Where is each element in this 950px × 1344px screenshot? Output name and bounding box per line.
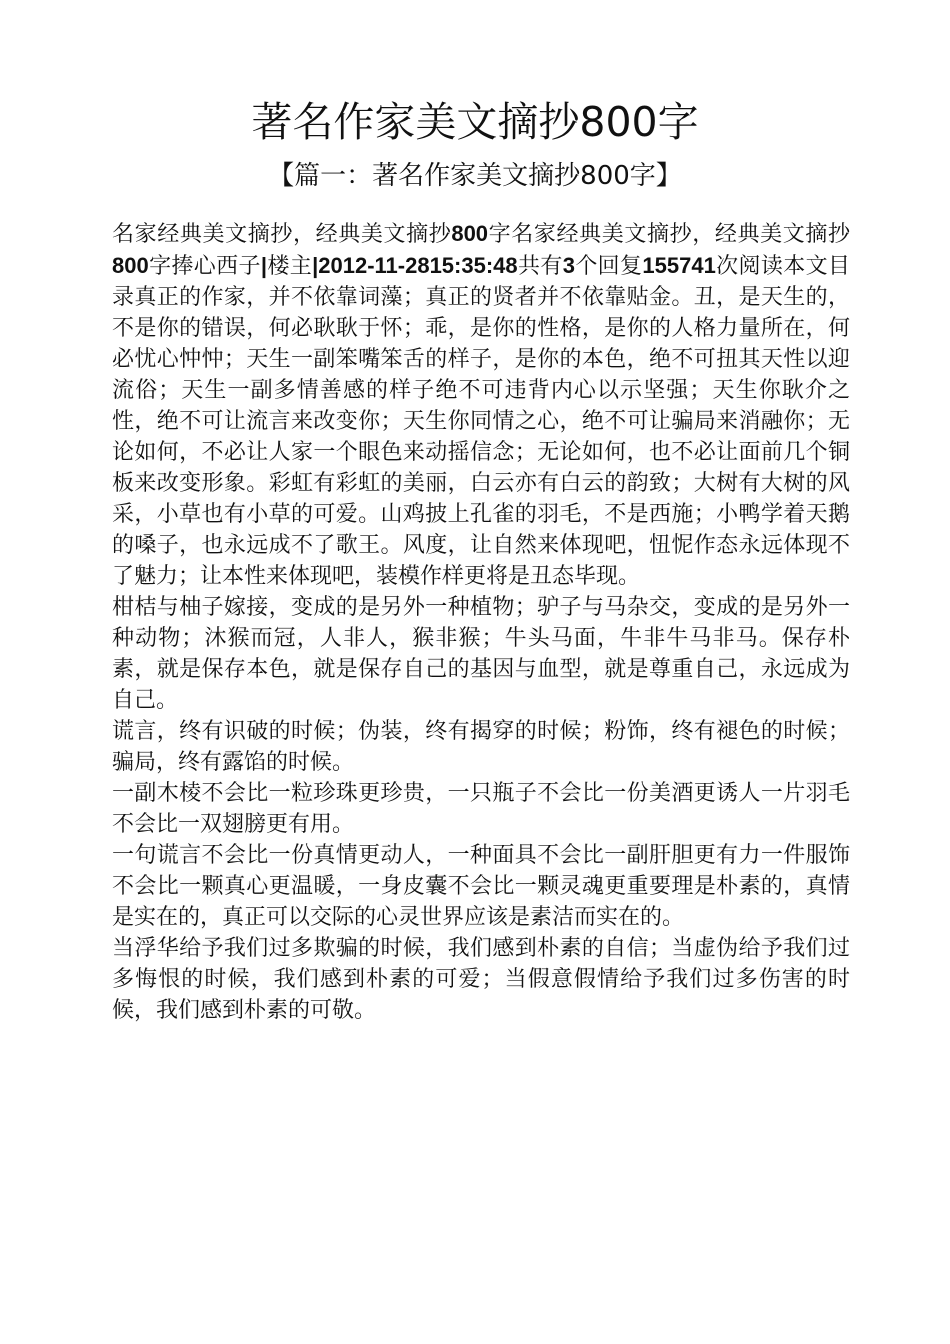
- body-paragraph: 一句谎言不会比一份真情更动人，一种面具不会比一副肝胆更有力一件服饰不会比一颗真心更温暖，一身皮囊不会比一颗灵魂更重要理是朴素的，真情是实在的，真正可以交际的心灵世界应该是素洁而实在的。: [112, 843, 850, 930]
- section-heading: 【篇一：著名作家美文摘抄800字】: [268, 161, 682, 191]
- intro-paragraph: [112, 218, 850, 592]
- intro-text: 次阅读本文目录真正的作家，并不依靠词藻；真正的贤者并不依靠贴金。丑，是天生的，不是你的错误，何必耿耿于怀；乖，是你的性格，是你的人格力量所在，何必忧心忡忡；天生一副笨嘴笨舌的样子，是你的本色，绝不可扭其天性以迎流俗；天生一副多情善感的样子绝不可违背内心以示坚强；天生你耿介之性，绝不可让流言来改变你；天生你同情之心，绝不可让骗局来消融你；无论如何，不必让人家一个眼色来动摇信念；无论如何，也不必让面前几个铜板来改变形象。彩虹有彩虹的美丽，白云亦有白云的韵致；大树有大树的风采，小草也有小草的可爱。山鸡披上孔雀的羽毛，不是西施；小鸭学着天鹅的嗓子，也永远成不了歌王。风度，让自然来体现吧，忸怩作态永远体现不了魅力；让本性来体现吧，装模作样更将是丑态毕现。: [112, 254, 850, 589]
- body-paragraph: 柑桔与柚子嫁接，变成的是另外一种植物；驴子与马杂交，变成的是另外一种动物；沐猴而冠，人非人，猴非猴；牛头马面，牛非牛马非马。保存朴素，就是保存本色，就是保存自己的基因与血型，就是尊重自己，永远成为自己。: [112, 595, 850, 713]
- intro-number: 800: [451, 221, 489, 246]
- intro-timestamp: |2012-11-2815:35:48: [312, 253, 518, 278]
- body-paragraph: 谎言，终有识破的时候；伪装，终有揭穿的时候；粉饰，终有褪色的时候；骗局，终有露馅的时候。: [112, 719, 850, 775]
- intro-text: 共有: [517, 254, 563, 279]
- body-paragraph: 一副木棱不会比一粒珍珠更珍贵，一只瓶子不会比一份美酒更诱人一片羽毛不会比一双翅膀更有用。: [112, 781, 850, 837]
- reply-count: 3: [562, 253, 575, 278]
- intro-text: 楼主: [267, 254, 313, 279]
- intro-text: 字名家经典美文摘抄，经典美文摘抄: [488, 222, 850, 247]
- intro-text: 个回复: [574, 254, 643, 279]
- document-body: [112, 218, 850, 1026]
- document-title: 著名作家美文摘抄800字: [251, 98, 699, 146]
- intro-text: 字捧心西子: [148, 254, 261, 279]
- intro-text: 名家经典美文摘抄，经典美文摘抄: [112, 222, 452, 247]
- body-paragraph: 当浮华给予我们过多欺骗的时候，我们感到朴素的自信；当虚伪给予我们过多悔恨的时候，我们感到朴素的可爱；当假意假情给予我们过多伤害的时候，我们感到朴素的可敬。: [112, 936, 850, 1023]
- intro-separator: |: [260, 253, 268, 278]
- intro-number: 800: [112, 253, 149, 278]
- read-count: 155741: [642, 253, 716, 278]
